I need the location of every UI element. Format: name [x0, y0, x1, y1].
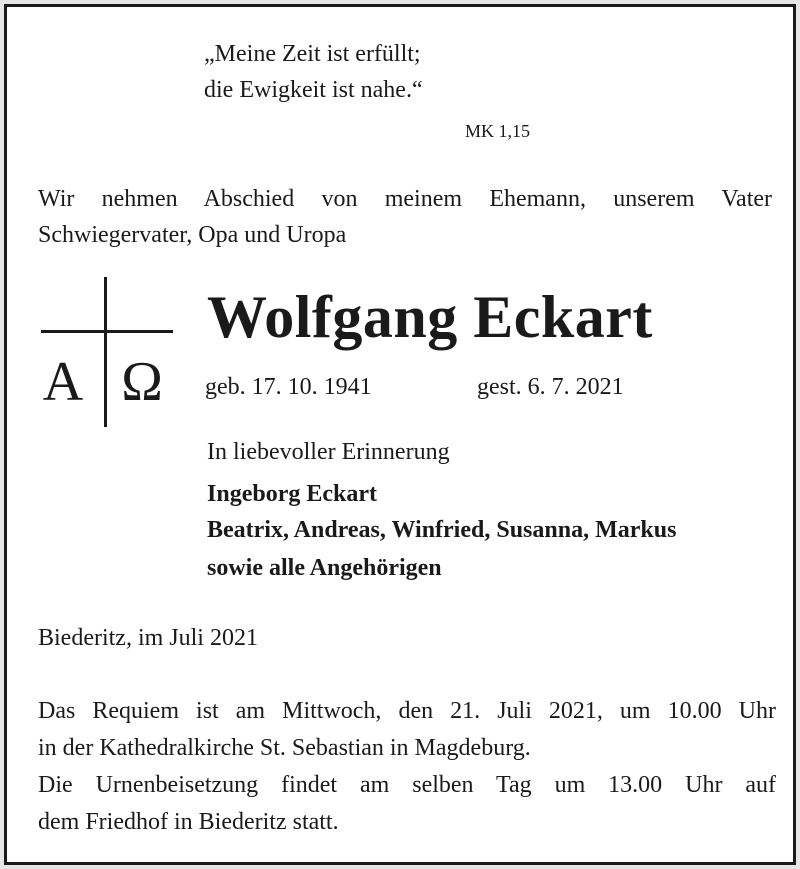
death-date: gest. 6. 7. 2021 [477, 374, 624, 400]
service-line-4: dem Friedhof in Biederitz statt. [38, 809, 339, 835]
mourner-spouse: Ingeborg Eckart [207, 481, 377, 507]
intro-line-2: Schwiegervater, Opa und Uropa [38, 222, 347, 248]
service-line-1: Das Requiem ist am Mittwoch, den 21. Juli 2021, um 10.00 Uhr [38, 698, 776, 724]
birth-date: geb. 17. 10. 1941 [205, 374, 372, 400]
mourner-relatives: sowie alle Angehörigen [207, 555, 442, 581]
obituary-notice [4, 4, 796, 865]
place-date: Biederitz, im Juli 2021 [38, 625, 258, 651]
quote-line-2: die Ewigkeit ist nahe.“ [204, 77, 423, 103]
memory-heading: In liebevoller Erinnerung [207, 439, 450, 465]
deceased-name: Wolfgang Eckart [207, 284, 653, 350]
mourner-children: Beatrix, Andreas, Winfried, Susanna, Markus [207, 517, 677, 543]
quote-line-1: „Meine Zeit ist erfüllt; [204, 41, 421, 67]
intro-line-1: Wir nehmen Abschied von meinem Ehemann, unserem Vater [38, 186, 772, 212]
alpha-glyph: A [42, 351, 84, 413]
omega-glyph: Ω [121, 351, 163, 413]
quote-reference: MK 1,15 [465, 121, 531, 141]
service-line-3: Die Urnenbeisetzung findet am selben Tag um 13.00 Uhr auf [38, 772, 776, 798]
service-line-2: in der Kathedralkirche St. Sebastian in Magdeburg. [38, 735, 531, 761]
cross-alpha-omega-icon [41, 277, 173, 427]
